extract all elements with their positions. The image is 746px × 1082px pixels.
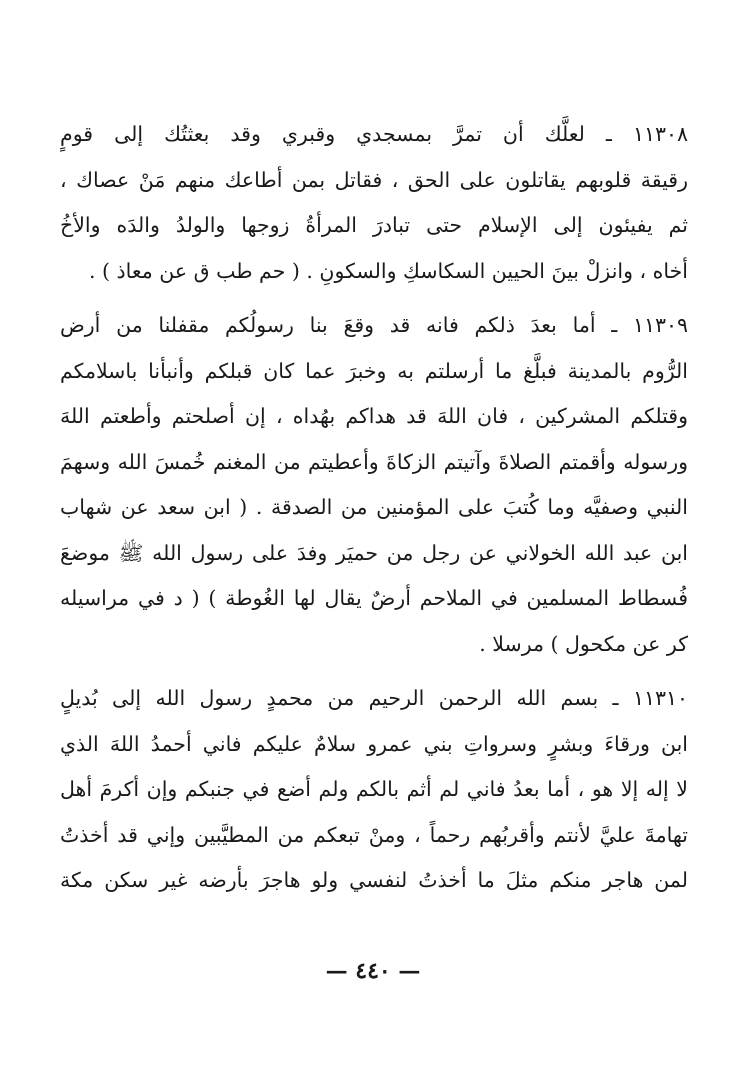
hadith-paragraph-11310: [60, 676, 688, 904]
hadith-paragraph-11309: [60, 303, 688, 667]
text-line: لا إله إلا هو ، أما بعدُ فاني لم أثم بالكم ولم أضع في جنبكم وإن أكرمَ أهل: [60, 777, 688, 801]
text-line: النبي وصفيَّه وما كُتبَ على المؤمنين من الصدقة . ( ابن سعد عن شهاب: [60, 495, 688, 519]
text-line: أخاه ، وانزلْ بينَ الحيين السكاسكِ والسكونِ . ( حم طب ق عن معاذ ) .: [89, 258, 688, 283]
text-line: ١١٣١٠ ـ بسم الله الرحمن الرحيم من محمدٍ رسول الله إلى بُديلٍ: [60, 686, 688, 710]
page-number: — ٤٤٠ —: [325, 958, 421, 984]
text-line: ١١٣٠٨ ـ لعلَّك أن تمرَّ بمسجدي وقبري وقد بعثتُك إلى قومٍ: [60, 122, 688, 146]
text-line: ورسوله وأقمتم الصلاةَ وآتيتم الزكاةَ وأعطيتم من المغنم خُمسَ الله وسهمَ: [60, 449, 688, 474]
hadith-paragraph-11308: [60, 112, 688, 294]
text-line: لمن هاجر منكم مثلَ ما أخذتُ لنفسي ولو هاجرَ بأرضه غير سكن مكة: [60, 868, 688, 892]
text-line: ابن عبد الله الخولاني عن رجل من حميَر وفدَ على رسول الله ﷺ موضعَ: [60, 540, 688, 565]
text-line: ١١٣٠٩ ـ أما بعدَ ذلكم فانه قد وقعَ بنا رسولُكم مقفلنا من أرض: [60, 313, 688, 337]
text-line: رقيقة قلوبهم يقاتلون على الحق ، فقاتل بمن أطاعك منهم مَنْ عصاك ،: [60, 167, 688, 192]
text-line: وقتلكم المشركين ، فان اللهَ قد هداكم بهُداه ، إن أصلحتم وأطعتم اللهَ: [60, 404, 688, 428]
text-line: ابن ورقاءَ وبشرٍ وسرواتِ بني عمرو سلامٌ عليكم فاني أحمدُ اللهَ الذي: [60, 731, 688, 756]
text-line: الرُّوم بالمدينة فبلَّغ ما أرسلتم به وخبرَ عما كان قبلكم وأنبأنا باسلامكم: [60, 358, 688, 383]
text-line: تهامةَ عليَّ لأنتم وأقربُهم رحماً ، ومنْ تبعكم من المطيَّبين وإني قد أخذتُ: [60, 822, 688, 847]
page-body: [60, 112, 688, 904]
text-line: ثم يفيئون إلى الإسلام حتى تبادرَ المرأةُ زوجها والولدُ والدَه والأخُ: [60, 213, 688, 237]
text-line: فُسطاط المسلمين في الملاحم أرضٌ يقال لها الغُوطة ) ( د في مراسيله: [60, 586, 688, 610]
text-line: كر عن مكحول ) مرسلا .: [479, 631, 688, 656]
